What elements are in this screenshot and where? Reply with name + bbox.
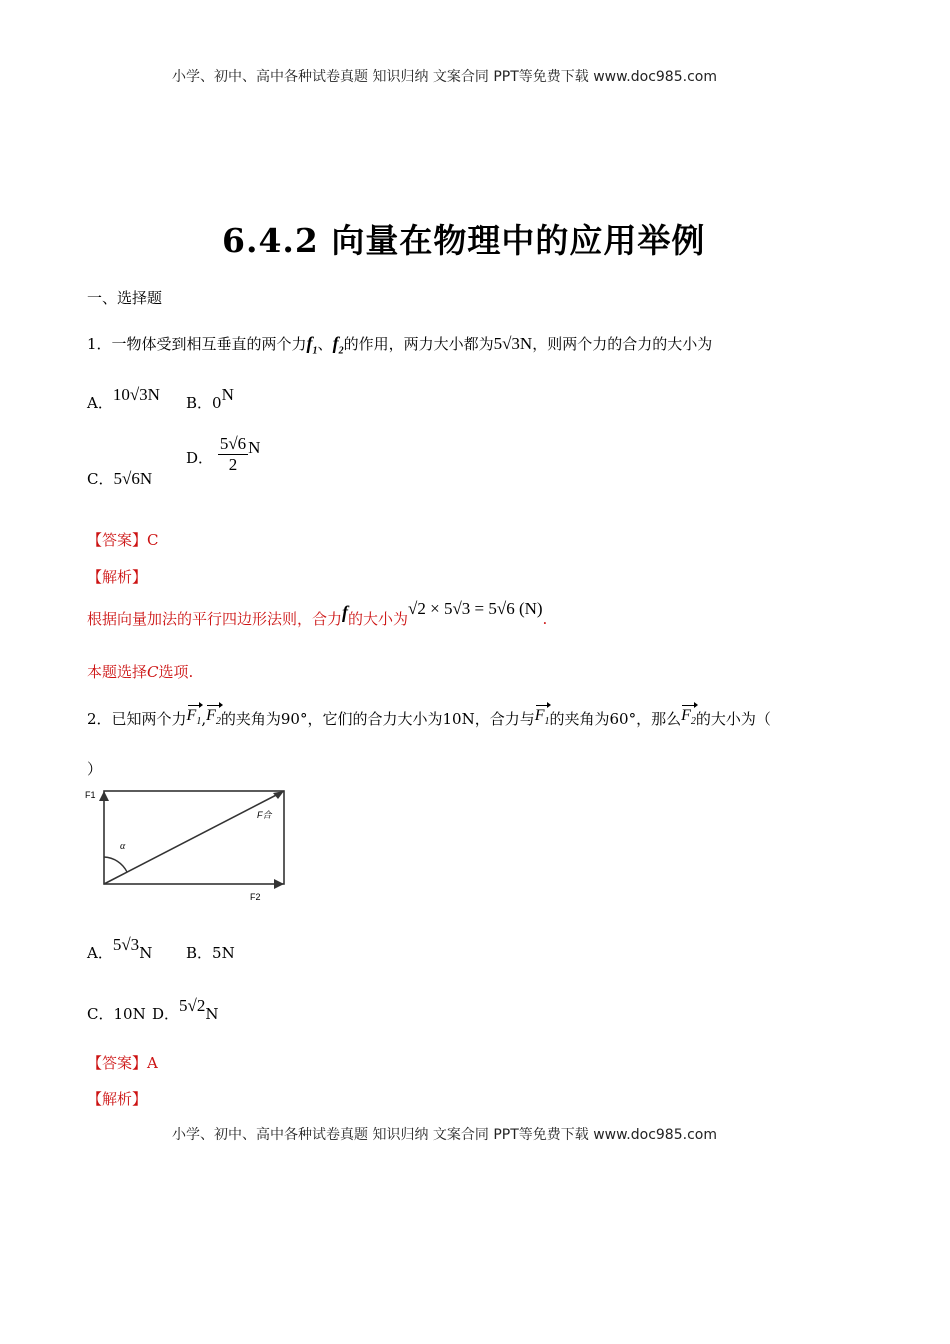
- q1-solution-f: f: [342, 602, 349, 622]
- q2-vector-f2: $F_2$: [206, 707, 221, 728]
- q2-vector-f1-b: $F_1$: [534, 707, 550, 728]
- label-f1: F1: [85, 790, 96, 800]
- q2-option-d-value: 5√2: [179, 996, 206, 1015]
- q2-option-c: C．10N: [87, 1005, 146, 1023]
- q2-vector-f1: $F_1$: [186, 707, 202, 728]
- page-header: 小学、初中、高中各种试卷真题 知识归纳 文案合同 PPT等免费下载 www.doc985.com: [172, 69, 717, 85]
- q2-stem-close: ）: [87, 760, 103, 778]
- q2-option-a: A．5√3N: [87, 935, 153, 962]
- label-f2: F2: [250, 892, 261, 902]
- q1-option-b-unit: N: [221, 385, 234, 404]
- q1-magnitude: 5√3N: [493, 334, 533, 353]
- label-resultant: F合: [257, 810, 272, 820]
- force-diagram: [82, 785, 297, 910]
- label-alpha: α: [120, 841, 126, 852]
- q1-solution-formula: √2 × 5√3 = 5√6 (N): [408, 599, 543, 618]
- resultant-line: [104, 791, 284, 884]
- q1-stem-a: 1．一物体受到相互垂直的两个力: [87, 335, 307, 353]
- section-heading: 一、选择题: [87, 289, 163, 307]
- q2-analysis-label: 【解析】: [87, 1090, 148, 1108]
- q1-option-a: A．10√3N: [87, 385, 160, 412]
- q1-separator: 、: [317, 335, 333, 353]
- page-title: 6.4.2 向量在物理中的应用举例: [222, 221, 706, 260]
- angle-arc: [104, 857, 127, 872]
- page-footer: 小学、初中、高中各种试卷真题 知识归纳 文案合同 PPT等免费下载 www.doc985.com: [172, 1127, 717, 1143]
- q1-f1-symbol: $f_1$: [306, 333, 318, 357]
- question-2-stem: 2．已知两个力$F_1,F_2$的夹角为90°，它们的合力大小为10N，合力与$F_1$的夹角为60°，那么$F_2$的大小为（: [87, 707, 771, 728]
- q1-option-c-value: 5√6N: [113, 469, 153, 488]
- q1-option-d-fraction: $\frac{5√6}{2}$: [219, 434, 247, 474]
- q1-stem-b: 的作用，两力大小都为: [343, 335, 494, 353]
- f2-arrowhead: [274, 879, 284, 889]
- question-1-stem: [87, 333, 712, 357]
- q2-answer: 【答案】A: [87, 1054, 158, 1072]
- q2-vector-f2-b: $F_2$: [681, 707, 696, 728]
- q1-analysis-label: 【解析】: [87, 568, 148, 586]
- q1-solution: 根据向量加法的平行四边形法则，合力f的大小为√2 × 5√3 = 5√6 (N).: [87, 599, 548, 628]
- q2-option-b: B．5N: [186, 944, 235, 962]
- f1-arrowhead: [99, 791, 109, 801]
- q2-option-a-value: 5√3: [112, 935, 140, 954]
- q1-solution-conclusion: 本题选择C选项.: [87, 663, 194, 681]
- q2-option-d: D．5√2N: [152, 996, 219, 1023]
- q1-stem-c: ，则两个力的合力的大小为: [532, 335, 713, 353]
- q1-option-b: B．0N: [186, 385, 234, 412]
- q1-option-a-value: 10√3N: [112, 385, 160, 404]
- q1-answer: 【答案】C: [87, 531, 159, 549]
- q1-f2-symbol: $f_2$: [332, 333, 344, 357]
- q1-option-c: C．5√6N: [87, 469, 153, 488]
- q1-option-d: D． $\frac{5√6}{2}$ N: [186, 434, 261, 474]
